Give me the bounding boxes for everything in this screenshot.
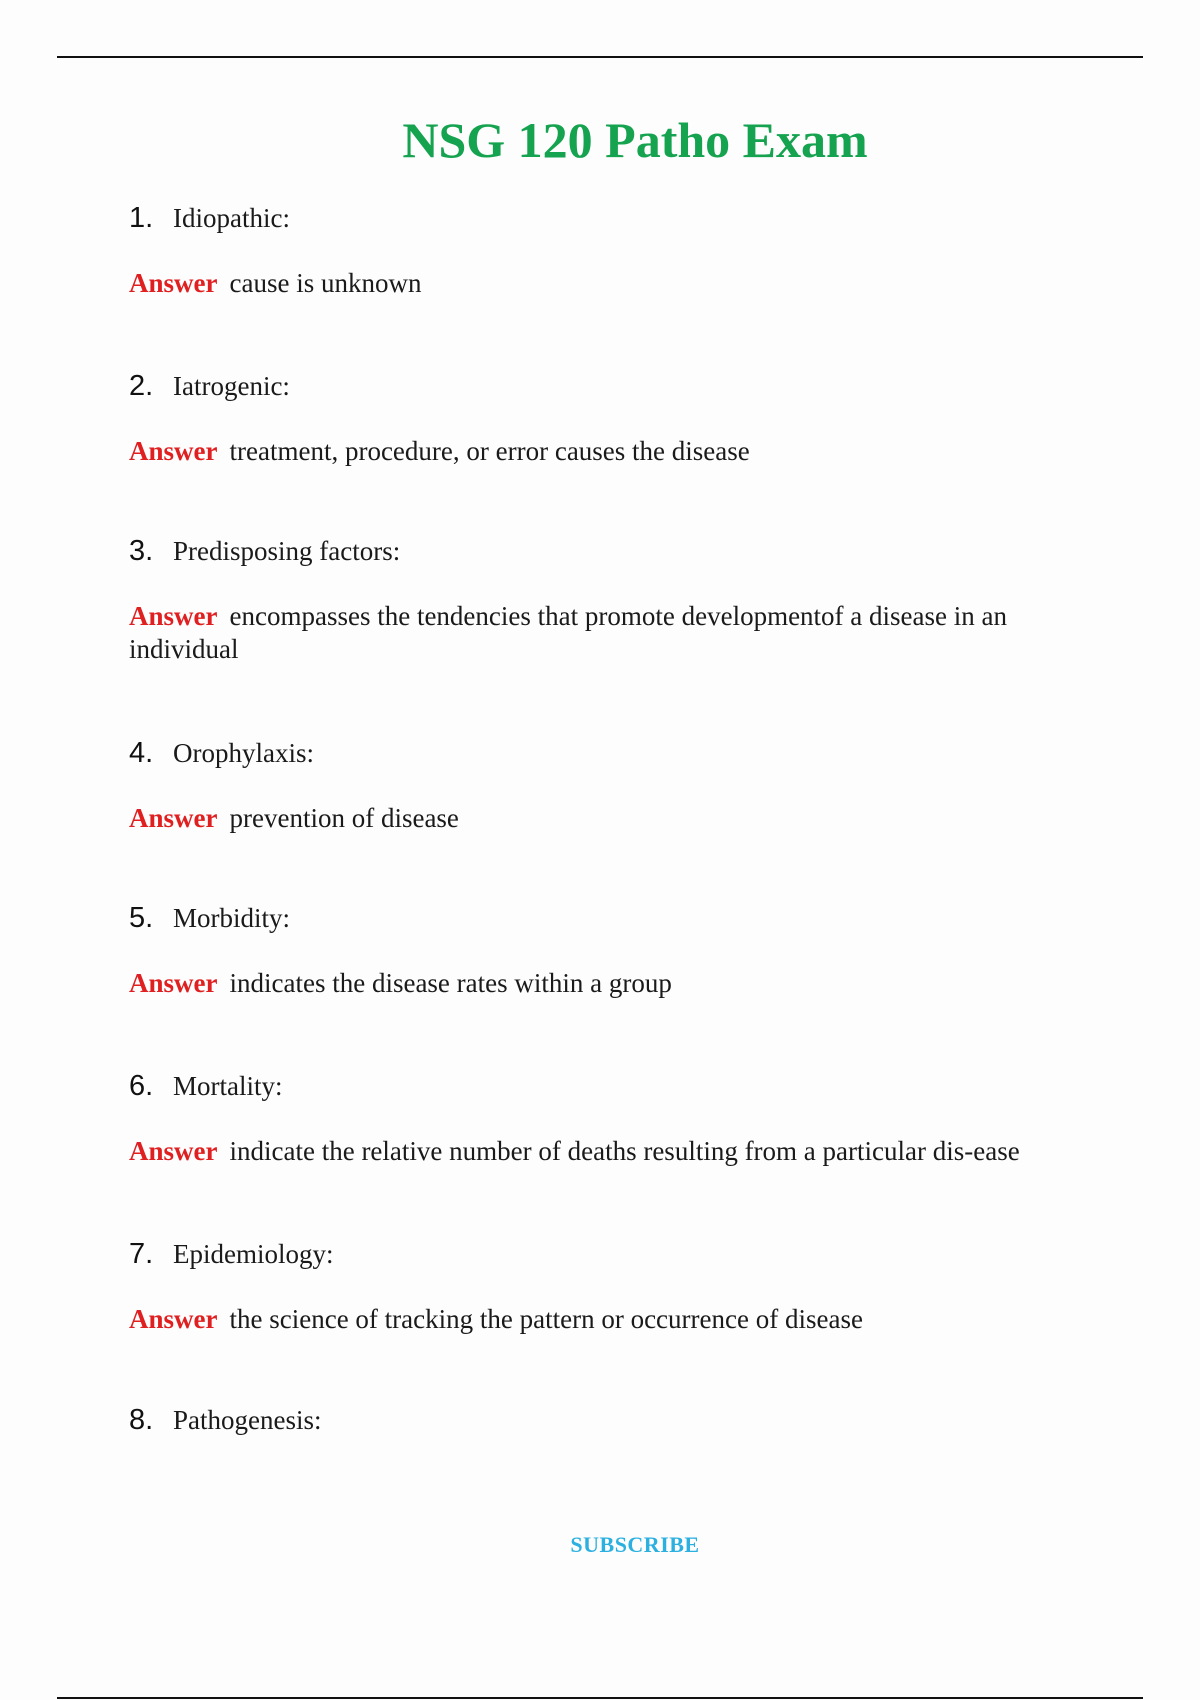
question-text: Epidemiology: xyxy=(173,1239,334,1269)
answer-label: Answer xyxy=(129,268,218,298)
answer-row xyxy=(129,802,1069,835)
question-row xyxy=(129,535,1069,575)
bottom-rule xyxy=(57,1697,1143,1699)
question-number: 3. xyxy=(129,535,154,567)
question-text: Predisposing factors: xyxy=(173,536,401,566)
question-row xyxy=(129,902,1069,942)
answer-label: Answer xyxy=(129,803,218,833)
answer-text: encompasses the tendencies that promote developmentof a disease in an individual xyxy=(129,601,1007,664)
qa-item-4 xyxy=(129,737,1069,835)
question-text: Idiopathic: xyxy=(173,203,290,233)
question-row xyxy=(129,1070,1069,1110)
qa-item-8 xyxy=(129,1404,1069,1444)
question-row xyxy=(129,370,1069,410)
question-number: 6. xyxy=(129,1070,154,1102)
question-row xyxy=(129,202,1069,242)
answer-label: Answer xyxy=(129,1304,218,1334)
question-text: Morbidity: xyxy=(173,903,291,933)
answer-text: cause is unknown xyxy=(229,268,422,298)
question-number: 7. xyxy=(129,1238,154,1270)
question-text: Mortality: xyxy=(173,1071,283,1101)
question-number: 1. xyxy=(129,202,154,234)
qa-item-2 xyxy=(129,370,1069,468)
answer-text: treatment, procedure, or error causes the disease xyxy=(229,436,750,466)
answer-label: Answer xyxy=(129,1136,218,1166)
question-row xyxy=(129,1238,1069,1278)
question-row xyxy=(129,737,1069,777)
question-text: Iatrogenic: xyxy=(173,371,290,401)
question-text: Orophylaxis: xyxy=(173,738,314,768)
answer-row xyxy=(129,967,1069,1000)
qa-item-1 xyxy=(129,202,1069,300)
qa-item-6 xyxy=(129,1070,1069,1168)
answer-text: indicate the relative number of deaths resulting from a particular dis-ease xyxy=(229,1136,1020,1166)
answer-text: the science of tracking the pattern or occurrence of disease xyxy=(229,1304,863,1334)
question-text: Pathogenesis: xyxy=(173,1405,322,1435)
answer-label: Answer xyxy=(129,968,218,998)
page-title: NSG 120 Patho Exam xyxy=(402,112,868,168)
question-number: 2. xyxy=(129,370,154,402)
answer-text: indicates the disease rates within a group xyxy=(229,968,672,998)
answer-row xyxy=(129,267,1069,300)
answer-label: Answer xyxy=(129,601,218,631)
question-number: 5. xyxy=(129,902,154,934)
top-rule xyxy=(57,56,1143,58)
answer-row xyxy=(129,435,1069,468)
answer-row xyxy=(129,600,1069,666)
qa-item-5 xyxy=(129,902,1069,1000)
answer-row xyxy=(129,1303,1069,1336)
question-number: 8. xyxy=(129,1404,154,1436)
qa-item-7 xyxy=(129,1238,1069,1336)
answer-label: Answer xyxy=(129,436,218,466)
answer-text: prevention of disease xyxy=(229,803,459,833)
answer-row xyxy=(129,1135,1069,1168)
subscribe-link[interactable]: SUBSCRIBE xyxy=(570,1532,700,1557)
qa-item-3 xyxy=(129,535,1069,666)
question-number: 4. xyxy=(129,737,154,769)
question-row xyxy=(129,1404,1069,1444)
